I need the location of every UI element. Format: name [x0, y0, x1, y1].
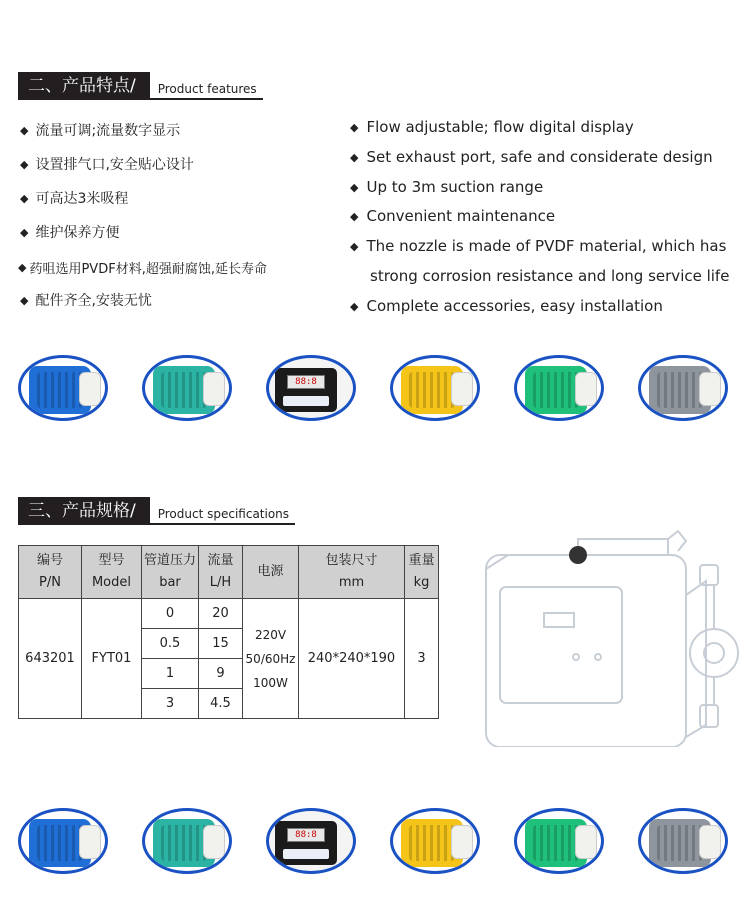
thumb-control-panel: 88:8	[266, 355, 356, 421]
feature-zh-5: ◆ 药咀选用PVDF材料,超强耐腐蚀,延长寿命	[18, 261, 267, 277]
section-title-en: Product features	[150, 82, 263, 100]
cell-flow: 20	[199, 599, 243, 629]
feature-zh-4: ◆ 维护保养方便	[20, 225, 120, 241]
thumb-control-panel: 88:8	[266, 808, 356, 874]
cell-weight: 3	[405, 599, 439, 719]
spec-table	[18, 545, 439, 719]
feature-en-5b: strong corrosion resistance and long service life	[370, 267, 730, 285]
th-pressure: 管道压力 bar	[142, 546, 199, 599]
pump-line-drawing	[478, 525, 743, 747]
th-pn: 编号 P/N	[19, 546, 82, 599]
cell-flow: 4.5	[199, 689, 243, 719]
feature-zh-1: ◆ 流量可调;流量数字显示	[20, 123, 181, 139]
feature-en-4: ◆ Convenient maintenance	[350, 207, 556, 225]
feature-en-2: ◆ Set exhaust port, safe and considerate design	[350, 148, 713, 166]
thumb-blue-pump	[18, 808, 108, 874]
section-title-en: Product specifications	[150, 507, 295, 525]
feature-zh-2: ◆ 设置排气口,安全贴心设计	[20, 157, 194, 173]
th-package: 包装尺寸 mm	[299, 546, 405, 599]
table-header-row	[19, 546, 439, 599]
th-weight: 重量 kg	[405, 546, 439, 599]
section-header-features	[18, 72, 263, 100]
cell-model: FYT01	[82, 599, 142, 719]
feature-zh-6: ◆ 配件齐全,安装无忧	[20, 293, 152, 309]
section-title-zh: 三、产品规格/	[18, 497, 150, 525]
knob-icon	[569, 546, 587, 564]
thumb-green-pump	[514, 355, 604, 421]
thumb-teal-pump	[142, 355, 232, 421]
cell-flow: 9	[199, 659, 243, 689]
cell-bar: 3	[142, 689, 199, 719]
thumb-teal-pump	[142, 808, 232, 874]
th-power: 电源	[243, 546, 299, 599]
feature-zh-3: ◆ 可高达3米吸程	[20, 191, 129, 207]
thumb-yellow-pump	[390, 355, 480, 421]
thumb-grey-pump	[638, 355, 728, 421]
cell-bar: 0.5	[142, 629, 199, 659]
thumb-blue-pump	[18, 355, 108, 421]
thumb-yellow-pump	[390, 808, 480, 874]
feature-en-5: ◆ The nozzle is made of PVDF material, which has	[350, 237, 727, 255]
cell-flow: 15	[199, 629, 243, 659]
th-flow: 流量 L/H	[199, 546, 243, 599]
cell-package: 240*240*190	[299, 599, 405, 719]
cell-pn: 643201	[19, 599, 82, 719]
cell-bar: 1	[142, 659, 199, 689]
feature-en-3: ◆ Up to 3m suction range	[350, 178, 544, 196]
th-model: 型号 Model	[82, 546, 142, 599]
feature-en-6: ◆ Complete accessories, easy installation	[350, 297, 663, 315]
thumb-green-pump	[514, 808, 604, 874]
thumb-grey-pump	[638, 808, 728, 874]
section-title-zh: 二、产品特点/	[18, 72, 150, 100]
feature-en-1: ◆ Flow adjustable; flow digital display	[350, 118, 634, 136]
table-row	[19, 599, 439, 629]
cell-bar: 0	[142, 599, 199, 629]
section-header-specifications	[18, 497, 295, 525]
cell-power: 220V 50/60Hz 100W	[243, 599, 299, 719]
